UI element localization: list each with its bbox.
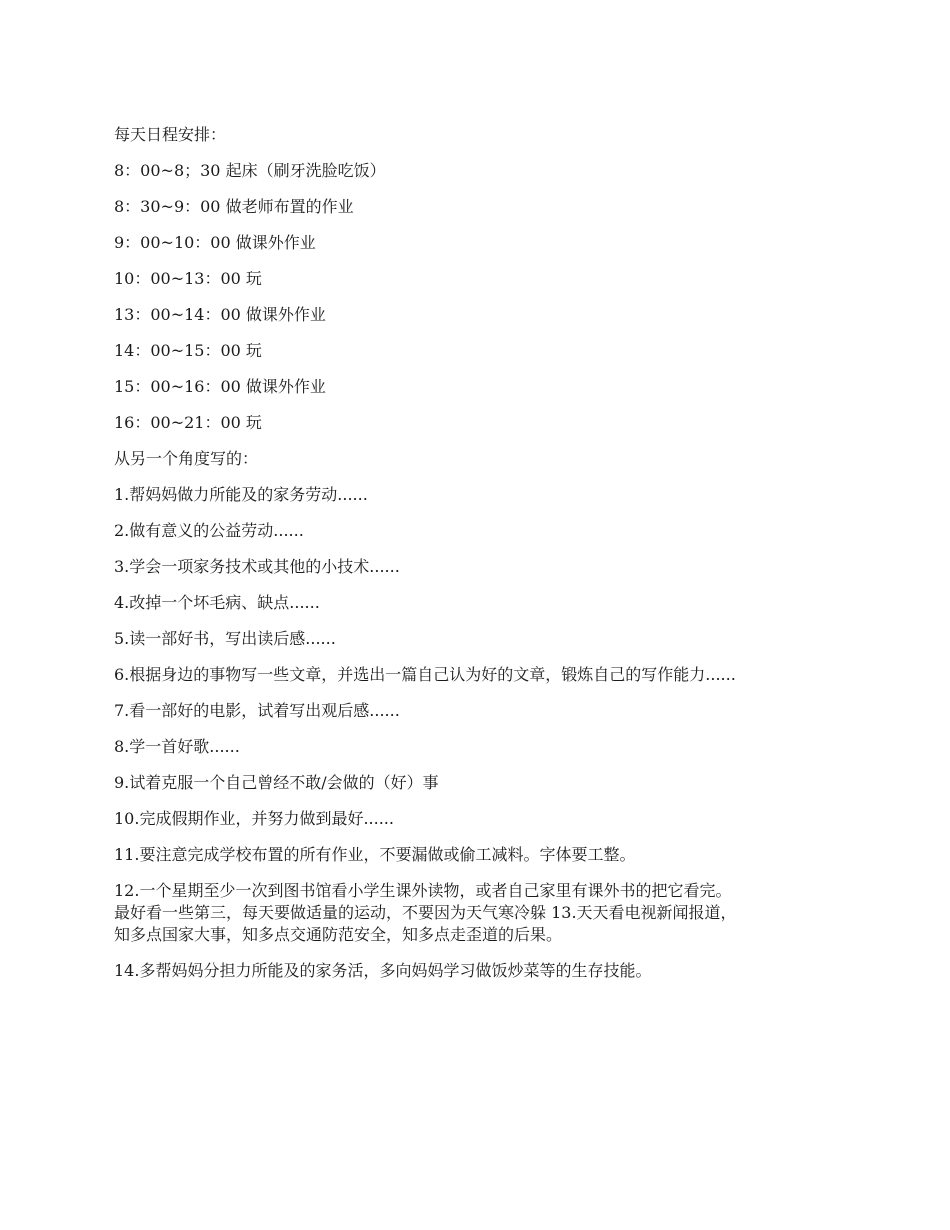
list-item: 8.学一首好歌...... <box>114 737 240 756</box>
schedule-line: 13：00~14：00 做课外作业 <box>114 305 326 324</box>
list-item: 2.做有意义的公益劳动...... <box>114 521 304 540</box>
schedule-line: 14：00~15：00 玩 <box>114 341 262 360</box>
schedule-heading: 每天日程安排： <box>114 125 227 144</box>
list-item: 6.根据身边的事物写一些文章，并选出一篇自己认为好的文章，锻炼自己的写作能力...... <box>114 665 736 684</box>
list-item-12 <box>114 880 834 946</box>
list-item: 7.看一部好的电影，试着写出观后感...... <box>114 701 400 720</box>
schedule-line: 8：30~9：00 做老师布置的作业 <box>114 197 354 216</box>
list-item: 1.帮妈妈做力所能及的家务劳动...... <box>114 485 368 504</box>
schedule-line: 9：00~10：00 做课外作业 <box>114 233 316 252</box>
list-item-14: 14.多帮妈妈分担力所能及的家务活，多向妈妈学习做饭炒菜等的生存技能。 <box>114 961 652 980</box>
document-body <box>114 124 834 996</box>
alt-heading: 从另一个角度写的： <box>114 449 259 468</box>
list-item: 9.试着克服一个自己曾经不敢/会做的（好）事 <box>114 773 439 792</box>
schedule-line: 16：00~21：00 玩 <box>114 413 262 432</box>
list-item-12-line: 12.一个星期至少一次到图书馆看小学生课外读物，或者自己家里有课外书的把它看完。 <box>114 881 732 900</box>
schedule-line: 15：00~16：00 做课外作业 <box>114 377 326 396</box>
list-item-12-line: 最好看一些第三，每天要做适量的运动，不要因为天气寒冷躲 13.天天看电视新闻报道， <box>114 903 737 922</box>
list-item: 3.学会一项家务技术或其他的小技术...... <box>114 557 400 576</box>
list-item: 11.要注意完成学校布置的所有作业，不要漏做或偷工减料。字体要工整。 <box>114 845 636 864</box>
list-item: 5.读一部好书，写出读后感...... <box>114 629 336 648</box>
schedule-line: 10：00~13：00 玩 <box>114 269 262 288</box>
schedule-line: 8：00~8；30 起床（刷牙洗脸吃饭） <box>114 161 386 180</box>
list-item: 4.改掉一个坏毛病、缺点...... <box>114 593 320 612</box>
list-item: 10.完成假期作业，并努力做到最好...... <box>114 809 394 828</box>
list-item-12-line: 知多点国家大事，知多点交通防范安全，知多点走歪道的后果。 <box>114 925 563 944</box>
